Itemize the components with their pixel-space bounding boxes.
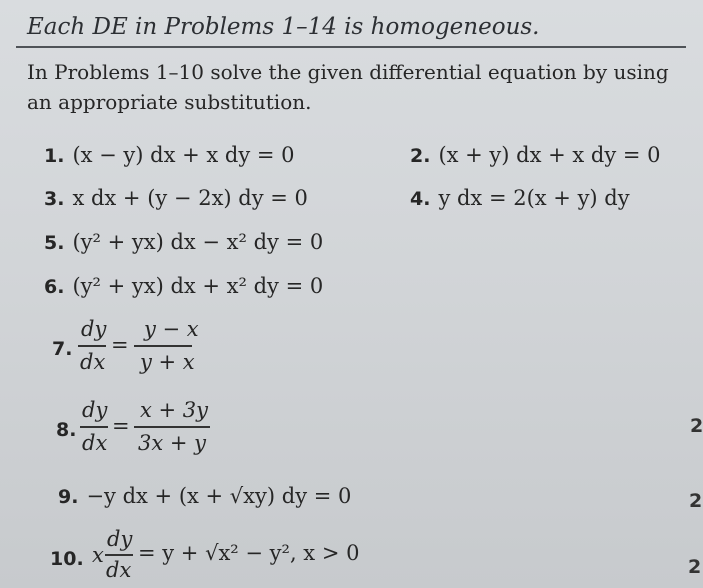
heading-rule xyxy=(16,46,686,48)
problem-number: 8. xyxy=(56,419,77,441)
lhs-denominator: dx xyxy=(80,350,106,374)
problem-9 xyxy=(58,484,351,508)
lhs-numerator: dy xyxy=(81,317,107,341)
problem-equation: (y² + yx) dx − x² dy = 0 xyxy=(72,230,324,254)
lhs-denominator: dx xyxy=(106,558,132,582)
problem-equation: y dx = 2(x + y) dy xyxy=(438,186,630,210)
fraction-bar xyxy=(80,426,108,428)
section-heading: Each DE in Problems 1–14 is homogeneous. xyxy=(27,14,540,40)
problem-number: 3. xyxy=(44,188,65,210)
rhs-expression: = y + √x² − y², x > 0 xyxy=(138,541,360,565)
problem-number: 6. xyxy=(44,276,65,298)
rhs-numerator: x + 3y xyxy=(140,398,209,422)
problem-number: 7. xyxy=(52,338,73,360)
problem-4 xyxy=(410,186,630,210)
problem-equation: x dx + (y − 2x) dy = 0 xyxy=(72,186,308,210)
problem-equation: (y² + yx) dx + x² dy = 0 xyxy=(72,274,324,298)
problem-number: 10. xyxy=(50,548,84,570)
problem-6 xyxy=(44,274,323,298)
problem-1 xyxy=(44,143,295,167)
problem-number: 2. xyxy=(410,145,431,167)
problem-equation: (x − y) dx + x dy = 0 xyxy=(72,143,295,167)
rhs-denominator: y + x xyxy=(140,350,195,374)
problem-3 xyxy=(44,186,308,210)
instructions-text: In Problems 1–10 solve the given differential equation by using an appropriate substitution. xyxy=(27,60,669,114)
problem-number: 9. xyxy=(58,486,79,508)
equals-sign: = xyxy=(112,414,130,438)
lhs-numerator: dy xyxy=(107,527,133,551)
problem-number: 4. xyxy=(410,188,431,210)
fraction-bar xyxy=(105,554,133,556)
problem-equation: −y dx + (x + √xy) dy = 0 xyxy=(86,484,352,508)
fraction-bar xyxy=(134,345,192,347)
margin-mark: 2 xyxy=(688,556,702,578)
problem-number: 1. xyxy=(44,145,65,167)
rhs-numerator: y − x xyxy=(144,317,199,341)
lhs-denominator: dx xyxy=(82,431,108,455)
problem-5 xyxy=(44,230,323,254)
equals-sign: = xyxy=(111,333,129,357)
prefactor: x xyxy=(92,543,104,567)
fraction-bar xyxy=(134,426,210,428)
fraction-bar xyxy=(78,345,106,347)
lhs-numerator: dy xyxy=(82,398,108,422)
problem-number: 5. xyxy=(44,232,65,254)
problem-equation: (x + y) dx + x dy = 0 xyxy=(438,143,661,167)
margin-mark: 2 xyxy=(690,415,703,437)
rhs-denominator: 3x + y xyxy=(138,431,207,455)
problem-2 xyxy=(410,143,661,167)
margin-mark: 2 xyxy=(689,490,703,512)
